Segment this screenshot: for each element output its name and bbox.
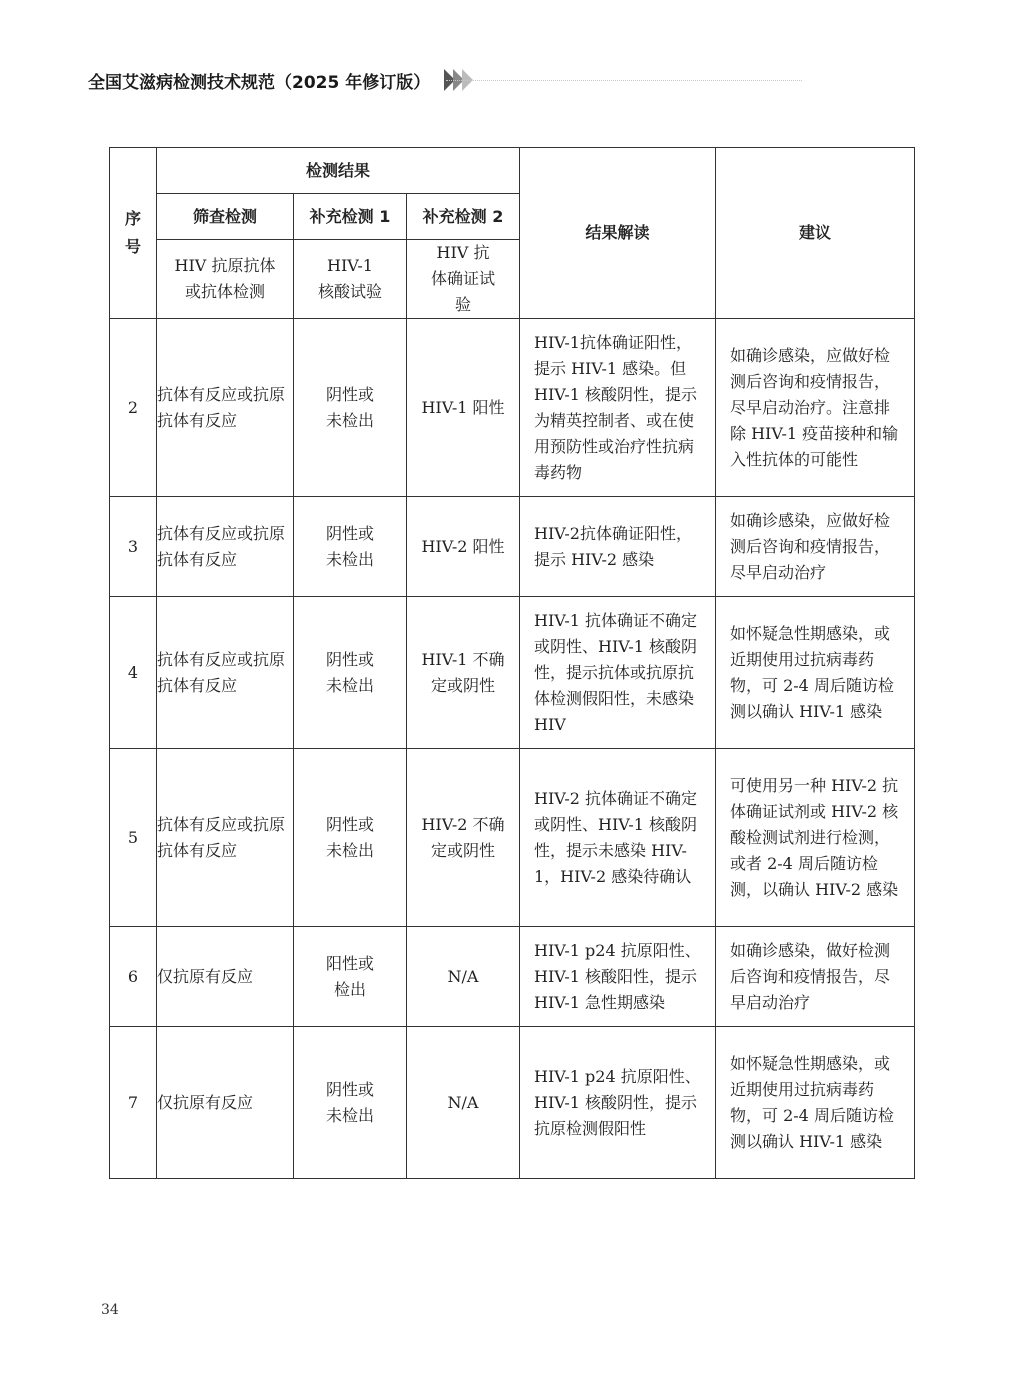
table-row (110, 1027, 915, 1179)
row-supp2: N/A (407, 927, 520, 1027)
row-screening: 仅抗原有反应 (157, 1027, 294, 1179)
row-supp1: 阴性或未检出 (294, 497, 407, 597)
header-row-group (110, 148, 915, 194)
row-seq: 4 (110, 597, 157, 749)
col-supp2-header: 补充检测 2 (407, 194, 520, 240)
row-screening: 抗体有反应或抗原抗体有反应 (157, 497, 294, 597)
row-supp1: 阳性或检出 (294, 927, 407, 1027)
col-seq-label: 序号 (125, 209, 142, 256)
row-supp2: HIV-2 阳性 (407, 497, 520, 597)
sub-screening: HIV 抗原抗体或抗体检测 (157, 240, 294, 319)
row-seq: 3 (110, 497, 157, 597)
sub-supp1: HIV-1 核酸试验 (294, 240, 407, 319)
table-row (110, 497, 915, 597)
row-seq: 5 (110, 749, 157, 927)
table-row (110, 749, 915, 927)
document-title: 全国艾滋病检测技术规范（2025 年修订版） (88, 72, 431, 93)
header-divider (446, 80, 802, 81)
row-seq: 6 (110, 927, 157, 1027)
row-seq: 2 (110, 319, 157, 497)
col-interpretation-header: 结果解读 (520, 148, 716, 319)
row-screening: 抗体有反应或抗原抗体有反应 (157, 749, 294, 927)
row-supp2: HIV-2 不确定或阴性 (407, 749, 520, 927)
row-interpretation: HIV-2抗体确证阳性，提示 HIV-2 感染 (520, 497, 716, 597)
row-supp2: HIV-1 不确定或阴性 (407, 597, 520, 749)
row-supp2: N/A (407, 1027, 520, 1179)
results-table (109, 147, 915, 1179)
row-interpretation: HIV-1 p24 抗原阳性、HIV-1 核酸阳性，提示 HIV-1 急性期感染 (520, 927, 716, 1027)
row-interpretation: HIV-2 抗体确证不确定或阴性、HIV-1 核酸阴性，提示未感染 HIV-1，HIV-2 感染待确认 (520, 749, 716, 927)
row-interpretation: HIV-1 p24 抗原阳性、HIV-1 核酸阴性，提示抗原检测假阳性 (520, 1027, 716, 1179)
row-supp1: 阴性或未检出 (294, 597, 407, 749)
row-supp2: HIV-1 阳性 (407, 319, 520, 497)
row-interpretation: HIV-1 抗体确证不确定或阴性、HIV-1 核酸阴性，提示抗体或抗原抗体检测假阳性，未感染 HIV (520, 597, 716, 749)
table-row (110, 927, 915, 1027)
row-supp1: 阴性或未检出 (294, 319, 407, 497)
row-screening: 仅抗原有反应 (157, 927, 294, 1027)
row-advice: 如确诊感染，应做好检测后咨询和疫情报告，尽早启动治疗。注意排除 HIV-1 疫苗接种和输入性抗体的可能性 (716, 319, 915, 497)
row-screening: 抗体有反应或抗原抗体有反应 (157, 319, 294, 497)
col-advice-header: 建议 (716, 148, 915, 319)
table-row (110, 319, 915, 497)
col-seq-header (110, 148, 157, 319)
page-number: 34 (101, 1302, 119, 1318)
row-supp1: 阴性或未检出 (294, 749, 407, 927)
table-row (110, 597, 915, 749)
col-supp1-header: 补充检测 1 (294, 194, 407, 240)
row-supp1: 阴性或未检出 (294, 1027, 407, 1179)
row-advice: 如怀疑急性期感染，或近期使用过抗病毒药物，可 2-4 周后随访检测以确认 HIV-1 感染 (716, 1027, 915, 1179)
row-interpretation: HIV-1抗体确证阳性，提示 HIV-1 感染。但 HIV-1 核酸阴性，提示为精英控制者、或在使用预防性或治疗性抗病毒药物 (520, 319, 716, 497)
col-screening-header: 筛查检测 (157, 194, 294, 240)
row-advice: 如怀疑急性期感染，或近期使用过抗病毒药物，可 2-4 周后随访检测以确认 HIV-1 感染 (716, 597, 915, 749)
row-seq: 7 (110, 1027, 157, 1179)
test-results-group-header: 检测结果 (157, 148, 520, 194)
running-header (88, 64, 471, 96)
sub-supp2: HIV 抗体确证试验 (407, 240, 520, 319)
row-screening: 抗体有反应或抗原抗体有反应 (157, 597, 294, 749)
row-advice: 可使用另一种 HIV-2 抗体确证试剂或 HIV-2 核酸检测试剂进行检测，或者 2-4 周后随访检测，以确认 HIV-2 感染 (716, 749, 915, 927)
row-advice: 如确诊感染，应做好检测后咨询和疫情报告，尽早启动治疗 (716, 497, 915, 597)
row-advice: 如确诊感染，做好检测后咨询和疫情报告，尽早启动治疗 (716, 927, 915, 1027)
